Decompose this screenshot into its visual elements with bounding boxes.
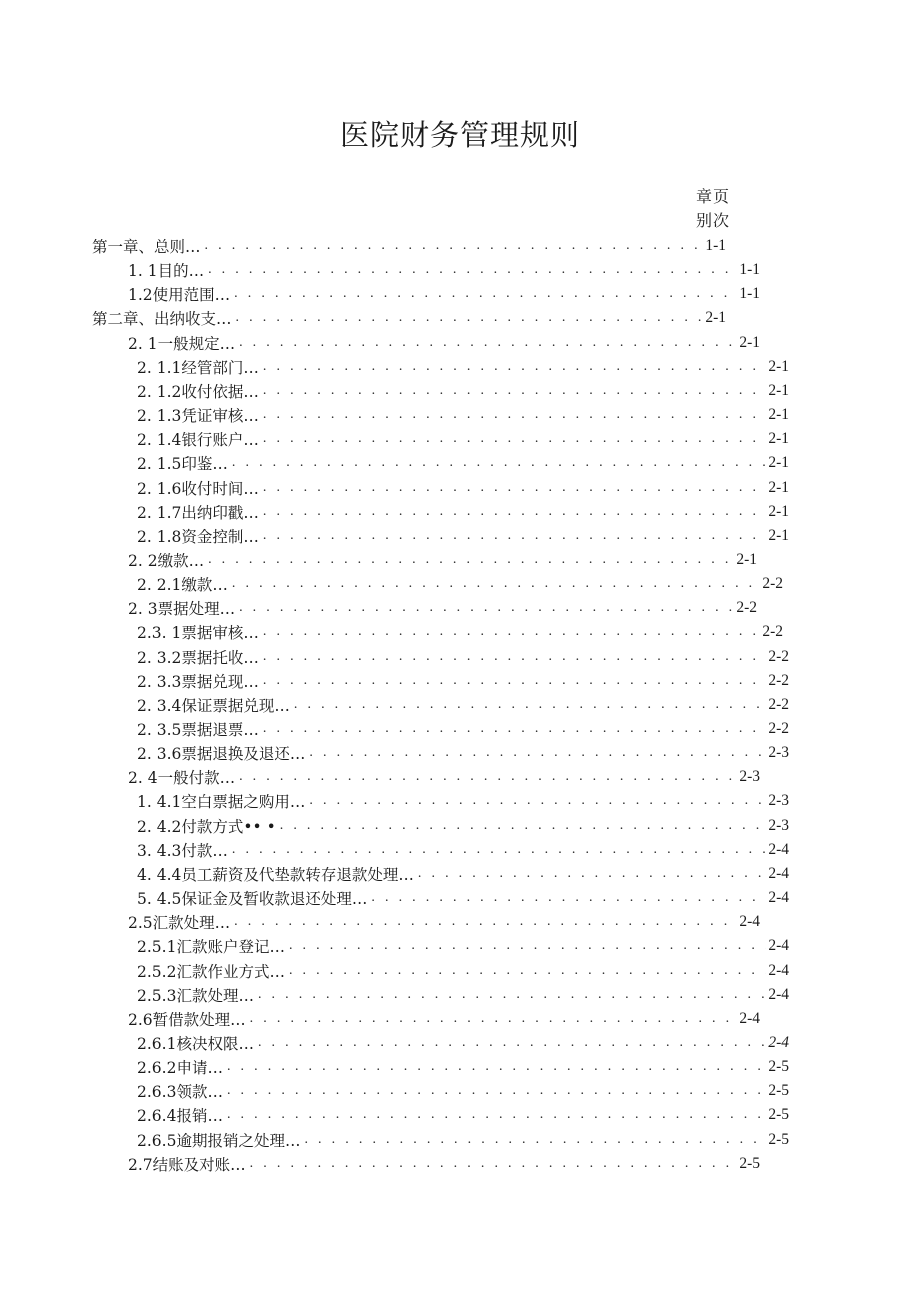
toc-entry-page: 2-4 — [739, 913, 760, 931]
toc-entry-2-6-2[interactable] — [137, 1055, 789, 1079]
toc-dot-leader — [304, 1132, 766, 1148]
toc-entry-page: 2-2 — [762, 623, 783, 641]
toc-entry-title: 2.6暂借款处理… — [128, 1010, 246, 1029]
toc-entry-page: 2-5 — [768, 1058, 789, 1076]
toc-dot-leader — [208, 552, 734, 568]
toc-entry-2-3-3[interactable] — [137, 669, 789, 693]
toc-entry-page: 2-4 — [768, 1033, 789, 1051]
toc-entry-2-6[interactable] — [128, 1007, 760, 1031]
toc-entry-title: 2. 3.5票据退票… — [137, 721, 259, 739]
toc-entry-page: 2-5 — [768, 1130, 789, 1148]
toc-dot-leader — [232, 576, 760, 592]
toc-entry-title: 1. 1目的… — [128, 262, 205, 281]
toc-dot-leader — [227, 1083, 766, 1099]
toc-dot-leader — [263, 504, 766, 520]
toc-entry-title: 2. 1.2收付依据… — [137, 382, 259, 401]
toc-entry-page: 2-1 — [768, 526, 789, 544]
toc-dot-leader — [289, 963, 766, 979]
toc-dot-leader — [205, 238, 704, 254]
toc-entry-2-5-1[interactable] — [137, 934, 789, 958]
toc-entry-2-7[interactable] — [128, 1152, 760, 1176]
toc-entry-title: 2. 3.6票据退换及退还… — [137, 745, 306, 764]
toc-dot-leader — [232, 842, 766, 858]
toc-entry-2-6-1[interactable] — [137, 1031, 789, 1055]
toc-entry-2-5-2[interactable] — [137, 959, 789, 983]
toc-entry-page: 2-4 — [768, 864, 789, 882]
toc-dot-leader — [263, 721, 766, 737]
toc-entry-2-4[interactable] — [128, 765, 760, 789]
toc-dot-leader — [263, 383, 766, 399]
toc-entry-title: 2. 1.4银行账户… — [137, 431, 259, 450]
toc-entry-page: 2-3 — [768, 744, 789, 762]
section-column-header: 别次 — [696, 211, 731, 230]
toc-entry-2-4-1[interactable] — [137, 789, 789, 813]
toc-entry-title: 1.2使用范围… — [128, 286, 231, 305]
toc-entry-page: 2-4 — [768, 985, 789, 1003]
toc-entry-page: 2-5 — [768, 1106, 789, 1124]
toc-dot-leader — [263, 431, 766, 447]
toc-dot-leader — [258, 1035, 766, 1051]
toc-entry-page: 2-3 — [768, 816, 789, 834]
toc-entry-title: 2. 4.2付款方式•• • — [137, 817, 276, 836]
toc-dot-leader — [258, 987, 766, 1003]
toc-entry-page: 2-2 — [768, 720, 789, 737]
toc-entry-title: 2. 4一般付款… — [128, 769, 236, 788]
toc-entry-page: 2-2 — [768, 671, 789, 689]
toc-entry-page: 2-4 — [768, 937, 789, 955]
toc-entry-2-1-3[interactable] — [137, 403, 789, 427]
toc-dot-leader — [371, 890, 766, 906]
toc-entry-page: 2-1 — [736, 550, 757, 568]
toc-entry-2-1-7[interactable] — [137, 500, 789, 524]
toc-entry-2-3-1[interactable] — [137, 620, 783, 644]
toc-dot-leader — [250, 1156, 738, 1172]
toc-entry-page: 2-1 — [768, 357, 789, 375]
toc-entry-title: 2. 1.5印鉴… — [137, 455, 228, 474]
toc-entry-title: 2. 1.7出纳印戳… — [137, 503, 259, 522]
toc-dot-leader — [418, 866, 766, 882]
toc-dot-leader — [236, 310, 704, 326]
toc-entry-page: 2-1 — [768, 381, 789, 399]
toc-entry-2-1-2[interactable] — [137, 379, 789, 403]
toc-entry-2-6-5[interactable] — [137, 1128, 789, 1152]
toc-entry-2-1-8[interactable] — [137, 524, 789, 548]
toc-entry-title: 2.3. 1票据审核… — [137, 624, 259, 643]
toc-entry-title: 2.6.2申请… — [137, 1059, 223, 1078]
toc-entry-2-4-2[interactable] — [137, 814, 789, 838]
toc-dot-leader — [309, 793, 766, 809]
toc-entry-title: 2. 1一般规定… — [128, 334, 236, 353]
toc-entry-page: 2-2 — [768, 695, 789, 713]
toc-entry-2-2[interactable] — [128, 548, 757, 572]
toc-entry-2-4-4[interactable] — [137, 862, 789, 886]
toc-entry-2-6-4[interactable] — [137, 1103, 789, 1127]
toc-dot-leader — [208, 262, 737, 278]
toc-entry-title: 2. 1.6收付时间… — [137, 479, 259, 498]
toc-entry-title: 2. 3.4保证票据兑现… — [137, 696, 290, 715]
toc-dot-leader — [239, 600, 734, 616]
toc-entry-page: 2-4 — [768, 840, 789, 858]
toc-entry-title: 2. 1.3凭证审核… — [137, 407, 259, 426]
toc-dot-leader — [239, 769, 737, 785]
toc-entry-page: 1-1 — [739, 285, 760, 303]
toc-entry-title: 2. 3.3票据兑现… — [137, 672, 259, 691]
toc-entry-1-1[interactable] — [128, 258, 760, 282]
toc-entry-page: 2-1 — [768, 502, 789, 520]
toc-dot-leader — [232, 455, 766, 471]
toc-dot-leader — [234, 286, 737, 302]
toc-entry-chapter-2[interactable] — [92, 306, 726, 330]
toc-entry-2-3-2[interactable] — [137, 645, 789, 669]
toc-dot-leader — [289, 938, 766, 954]
toc-entry-title: 2.6.5逾期报销之处理… — [137, 1131, 301, 1150]
toc-entry-2-4-5[interactable] — [137, 886, 789, 910]
toc-entry-2-1-5[interactable] — [137, 451, 789, 475]
toc-entry-title: 2.7结账及对账… — [128, 1155, 246, 1174]
document-title: 医院财务管理规则 — [339, 118, 580, 152]
toc-entry-page: 2-5 — [739, 1154, 760, 1172]
toc-entry-title: 第一章、总则… — [92, 238, 201, 256]
toc-entry-page: 1-1 — [739, 261, 760, 279]
toc-dot-leader — [227, 1107, 766, 1123]
toc-entry-2-1-4[interactable] — [137, 427, 789, 451]
toc-entry-title: 2.5.3汇款处理… — [137, 986, 254, 1005]
toc-entry-title: 2. 1.1经管部门… — [137, 358, 259, 377]
toc-dot-leader — [280, 818, 767, 834]
toc-entry-title: 2. 3.2票据托收… — [137, 648, 259, 667]
toc-entry-page: 2-1 — [768, 406, 789, 424]
toc-dot-leader — [294, 697, 766, 713]
toc-entry-2-3[interactable] — [128, 596, 757, 620]
toc-entry-title: 2. 1.8资金控制… — [137, 527, 259, 546]
toc-dot-leader — [263, 673, 766, 689]
toc-entry-title: 2. 3票据处理… — [128, 600, 236, 619]
toc-entry-page: 2-3 — [768, 792, 789, 810]
toc-dot-leader — [263, 624, 760, 640]
toc-entry-title: 1. 4.1空白票据之购用… — [137, 793, 306, 812]
toc-entry-page: 2-2 — [768, 647, 789, 665]
toc-entry-title: 2.5.2汇款作业方式… — [137, 962, 285, 981]
toc-entry-2-5[interactable] — [128, 910, 760, 934]
toc-entry-page: 2-4 — [768, 889, 789, 907]
toc-entry-page: 2-5 — [768, 1082, 789, 1100]
toc-entry-page: 2-1 — [705, 309, 726, 327]
toc-entry-page: 2-1 — [768, 478, 789, 496]
toc-entry-title: 3. 4.3付款… — [137, 841, 228, 860]
toc-entry-page: 2-3 — [739, 768, 760, 786]
toc-entry-2-1-1[interactable] — [137, 355, 789, 379]
toc-entry-title: 2. 2.1缴款… — [137, 576, 228, 595]
toc-entry-page: 1-1 — [705, 237, 726, 254]
toc-entry-chapter-1[interactable] — [92, 234, 726, 258]
toc-dot-leader — [234, 914, 737, 930]
toc-dot-leader — [239, 335, 737, 351]
toc-entry-page: 2-4 — [739, 1009, 760, 1027]
toc-entry-page: 2-1 — [768, 430, 789, 448]
page-column-header: 章页 — [696, 187, 731, 206]
toc-dot-leader — [263, 480, 766, 496]
toc-entry-2-1-6[interactable] — [137, 476, 789, 500]
toc-dot-leader — [263, 649, 766, 665]
toc-entry-2-3-6[interactable] — [137, 741, 789, 765]
toc-entry-2-3-4[interactable] — [137, 693, 789, 717]
toc-entry-title: 2.5.1汇款账户登记… — [137, 938, 285, 957]
toc-entry-title: 4. 4.4员工薪资及代垫款转存退款处理… — [137, 865, 414, 884]
toc-entry-page: 2-2 — [762, 575, 783, 593]
toc-dot-leader — [309, 745, 766, 761]
toc-entry-2-3-5[interactable] — [137, 717, 789, 741]
toc-entry-2-4-3[interactable] — [137, 838, 789, 862]
toc-entry-title: 5. 4.5保证金及暂收款退还处理… — [137, 890, 368, 909]
toc-entry-page: 2-4 — [768, 961, 789, 979]
toc-entry-page: 2-2 — [736, 599, 757, 617]
toc-dot-leader — [227, 1059, 766, 1075]
toc-entry-1-2[interactable] — [128, 282, 760, 306]
toc-entry-title: 2.6.1核决权限… — [137, 1034, 254, 1053]
toc-entry-title: 2.5汇款处理… — [128, 914, 231, 933]
toc-entry-2-5-3[interactable] — [137, 983, 789, 1007]
toc-dot-leader — [263, 528, 766, 544]
toc-dot-leader — [263, 407, 766, 423]
toc-entry-title: 2. 2缴款… — [128, 551, 205, 570]
toc-entry-title: 2.6.3领款… — [137, 1083, 223, 1102]
toc-entry-title: 2.6.4报销… — [137, 1107, 223, 1126]
toc-dot-leader — [250, 1011, 738, 1027]
toc-entry-2-6-3[interactable] — [137, 1079, 789, 1103]
toc-entry-page: 2-1 — [739, 333, 760, 351]
toc-entry-2-1[interactable] — [128, 331, 760, 355]
toc-entry-title: 第二章、出纳收支… — [92, 310, 232, 329]
toc-dot-leader — [263, 359, 766, 375]
toc-entry-page: 2-1 — [768, 454, 789, 472]
toc-entry-2-2-1[interactable] — [137, 572, 783, 596]
